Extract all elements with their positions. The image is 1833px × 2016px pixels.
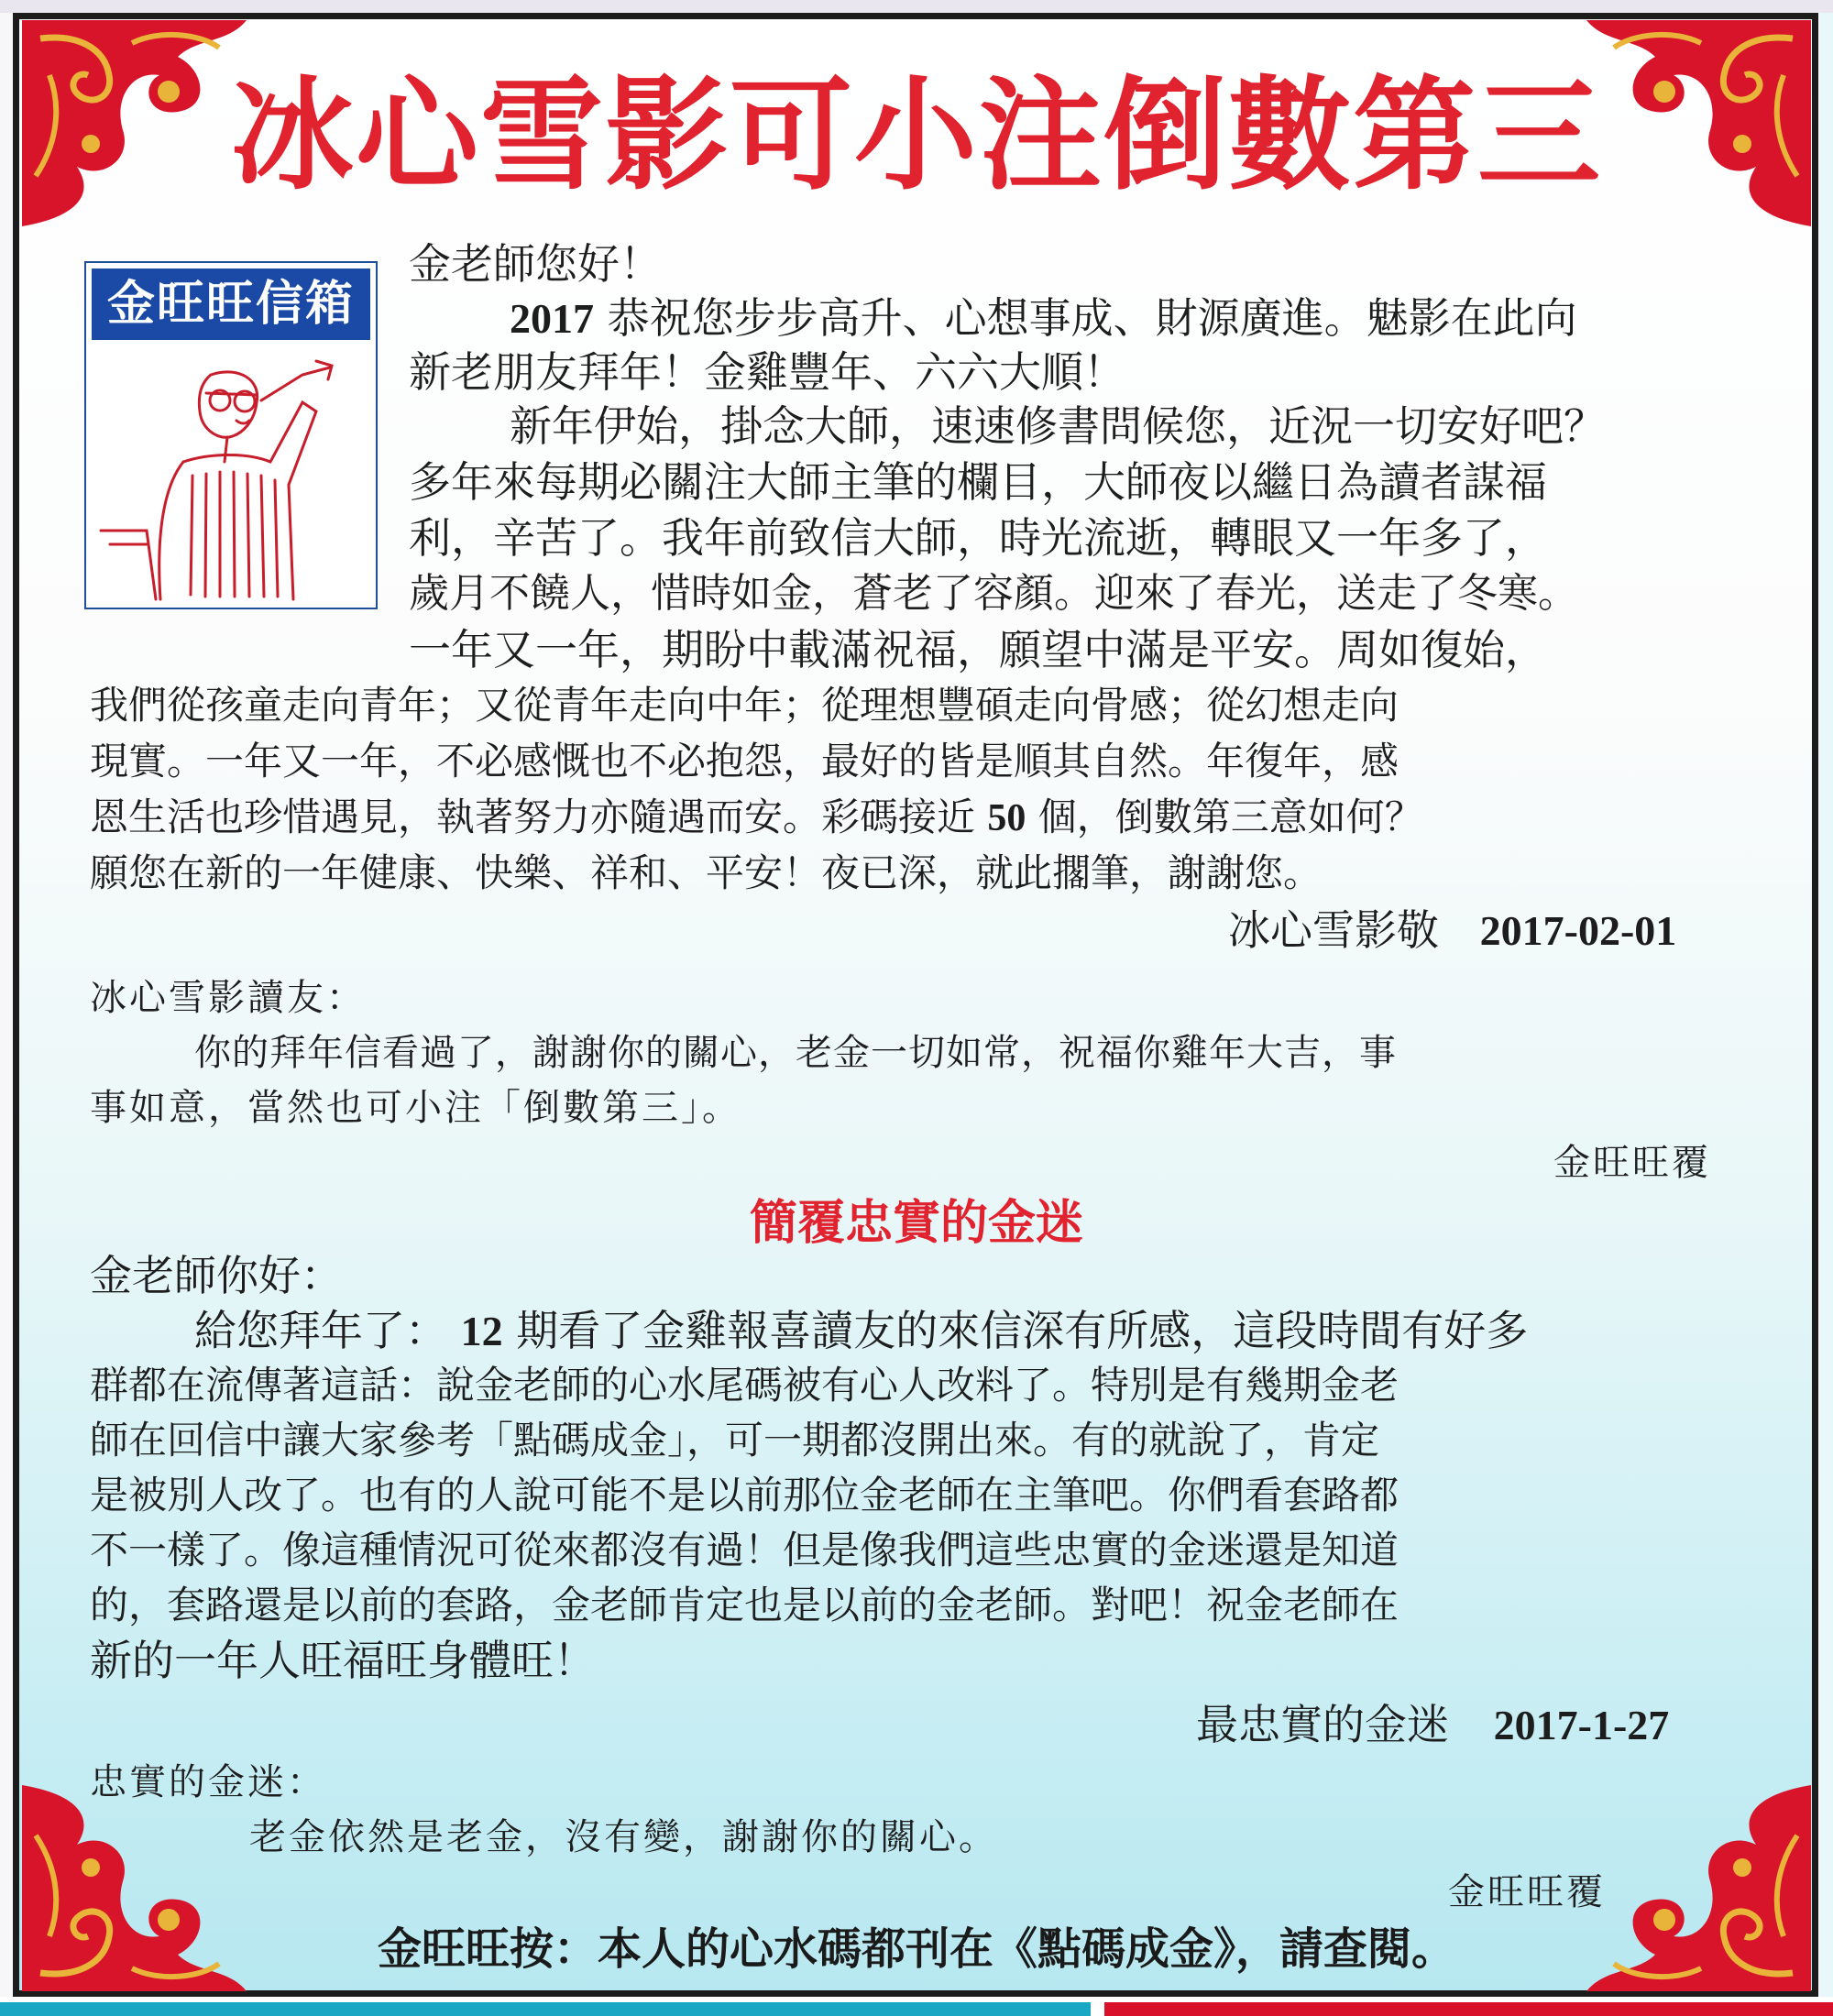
subhead: 簡覆忠實的金迷 bbox=[749, 1195, 1083, 1251]
footer-note: 金旺旺按：本人的心水碼都刊在《點碼成金》，請查閱。 bbox=[377, 1923, 1455, 1975]
reply2-signoff: 金旺旺覆 bbox=[1448, 1871, 1606, 1913]
letter1-paragraph2-line9: 願您在新的一年健康、快樂、祥和、平安！夜已深，就此擱筆，謝謝您。 bbox=[90, 850, 1323, 895]
bottom-blue-bar bbox=[0, 2002, 1091, 2016]
right-edge-strip bbox=[1820, 13, 1833, 1997]
letter1-greeting: 金老師您好！ bbox=[409, 239, 662, 289]
headline: 冰心雪影可小注倒數第三 bbox=[230, 62, 1602, 207]
letter2-signoff-date: 2017-1-27 bbox=[1493, 1702, 1670, 1748]
letter1-paragraph2-line2: 多年來每期必關注大師主筆的欄目，大師夜以繼日為讀者謀福 bbox=[409, 457, 1547, 507]
letter2-line5: 不一樣了。像這種情況可從來都沒有過！但是像我們這些忠實的金迷還是知道 bbox=[90, 1528, 1399, 1572]
letter2-line1-b: 期看了金雞報喜讀友的來信深有所感，這段時間有好多 bbox=[516, 1306, 1529, 1355]
letter1-paragraph2-line3: 利，辛苦了。我年前致信大師，時光流逝，轉眼又一年多了， bbox=[409, 513, 1547, 563]
letter1-paragraph2-line5: 一年又一年，期盼中載滿祝福，願望中滿是平安。周如復始， bbox=[409, 625, 1547, 674]
mailbox-logo bbox=[84, 261, 378, 609]
issue-number: 12 bbox=[460, 1308, 503, 1354]
letter2-greeting: 金老師你好： bbox=[90, 1251, 343, 1300]
letter1-paragraph2-line8 bbox=[90, 790, 1423, 846]
bottom-red-bar bbox=[1104, 2002, 1833, 2016]
letter1-paragraph1-line1 bbox=[510, 290, 1577, 346]
letter2-line2: 群都在流傳著這話：說金老師的心水尾碼被有心人改料了。特別是有幾期金老 bbox=[90, 1363, 1399, 1408]
reply1-salutation: 冰心雪影讀友： bbox=[90, 977, 366, 1019]
letter1-paragraph2-line6: 我們從孩童走向青年；又從青年走向中年；從理想豐碩走向骨感；從幻想走向 bbox=[90, 683, 1399, 728]
corner-ornament-bottom-right bbox=[1586, 1785, 1811, 1991]
letter1-signoff-date: 2017-02-01 bbox=[1479, 907, 1677, 954]
letter1-p2-line8-b: 個，倒數第三意如何？ bbox=[1037, 794, 1423, 839]
letter1-signoff bbox=[1228, 903, 1676, 959]
letter2-line1 bbox=[194, 1303, 1528, 1359]
letter1-p1-line1-text: 恭祝您步步高升、心想事成、財源廣進。魅影在此向 bbox=[607, 293, 1577, 343]
letter2-line4: 是被別人改了。也有的人說可能不是以前那位金老師在主筆吧。你們看套路都 bbox=[90, 1473, 1399, 1517]
letter2-line6: 的，套路還是以前的套路，金老師肯定也是以前的金老師。對吧！祝金老師在 bbox=[90, 1583, 1399, 1627]
reply1-signoff: 金旺旺覆 bbox=[1553, 1142, 1711, 1184]
reply1-line2: 事如意，當然也可小注「倒數第三」。 bbox=[90, 1087, 741, 1129]
letter2-line1-a: 給您拜年了： bbox=[194, 1306, 447, 1355]
reply2-line1: 老金依然是老金，沒有變，謝謝你的關心。 bbox=[249, 1816, 998, 1858]
letter2-signoff-name: 最忠實的金迷 bbox=[1196, 1700, 1449, 1749]
letter1-paragraph1-line2: 新老朋友拜年！金雞豐年、六六大順！ bbox=[409, 347, 1125, 397]
letter2-line3: 師在回信中讓大家參考「點碼成金」，可一期都沒開出來。有的就說了，肯定 bbox=[90, 1418, 1380, 1463]
letter2-signoff bbox=[1196, 1697, 1669, 1753]
corner-ornament-bottom-left bbox=[22, 1785, 247, 1991]
reply1-line1: 你的拜年信看過了，謝謝你的關心，老金一切如常，祝福你雞年大吉，事 bbox=[194, 1032, 1397, 1074]
reply2-salutation: 忠實的金迷： bbox=[90, 1761, 326, 1803]
letter1-paragraph2-line4: 歲月不饒人，惜時如金，蒼老了容顏。迎來了春光，送走了冬寒。 bbox=[409, 570, 1578, 617]
count-number: 50 bbox=[987, 797, 1026, 839]
teacher-illustration bbox=[92, 347, 370, 604]
bottom-edge-strip bbox=[0, 1997, 1833, 2016]
letter1-p2-line8-a: 恩生活也珍惜遇見，執著努力亦隨遇而安。彩碼接近 bbox=[90, 794, 976, 839]
letter1-signoff-name: 冰心雪影敬 bbox=[1228, 905, 1439, 955]
top-edge-strip bbox=[0, 0, 1833, 13]
letter1-paragraph2-line1: 新年伊始，掛念大師，速速修書問候您，近況一切安好吧？ bbox=[510, 401, 1606, 451]
logo-title: 金旺旺信箱 bbox=[92, 268, 370, 340]
letter2-line7: 新的一年人旺福旺身體旺！ bbox=[90, 1636, 596, 1685]
year-number: 2017 bbox=[510, 295, 594, 342]
letter1-paragraph2-line7: 現實。一年又一年，不必感慨也不必抱怨，最好的皆是順其自然。年復年，感 bbox=[90, 739, 1399, 783]
